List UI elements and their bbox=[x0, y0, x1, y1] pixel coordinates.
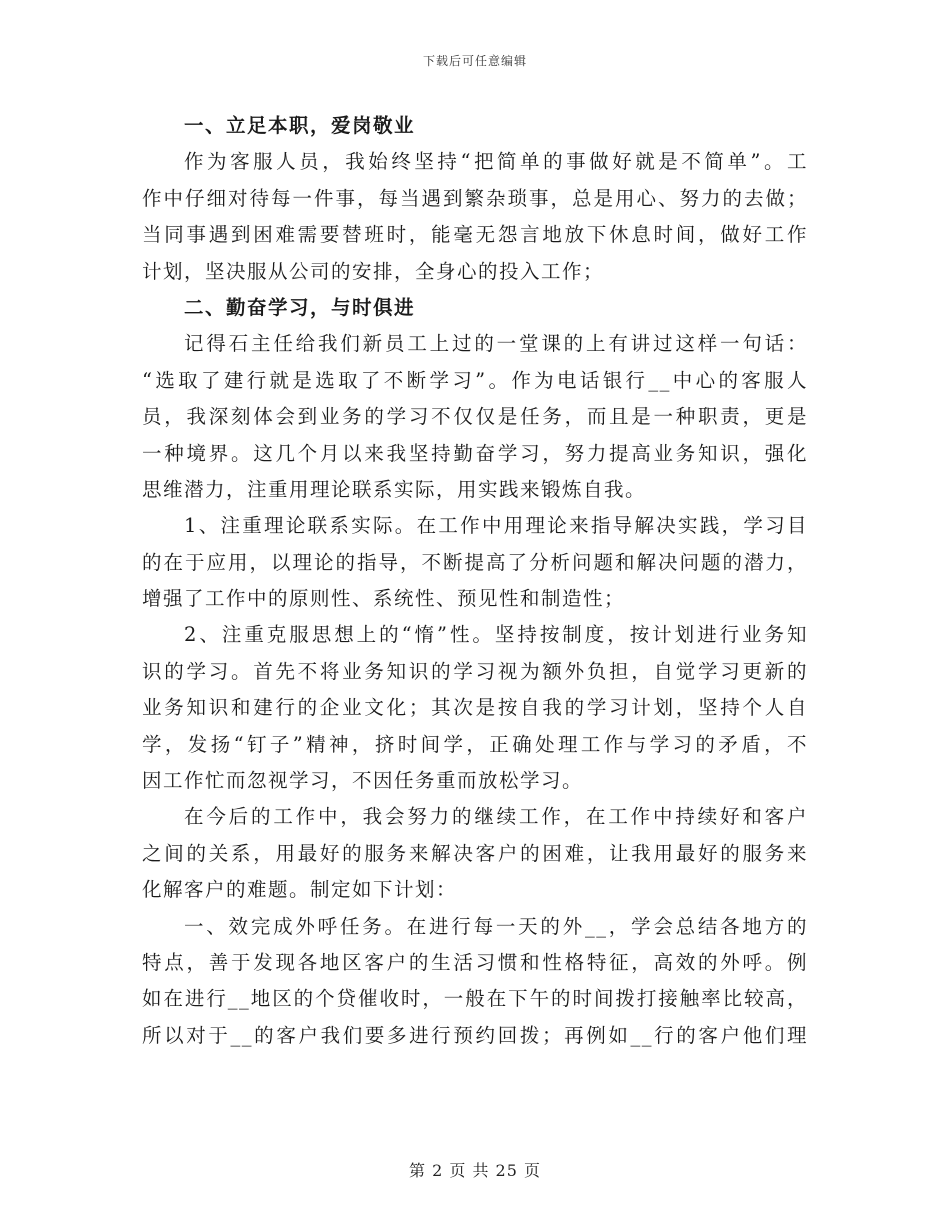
page-number: 第 2 页 共 25 页 bbox=[409, 1161, 541, 1180]
section-heading: 一、立足本职，爱岗敬业 bbox=[184, 114, 416, 137]
paragraph-line: 当同事遇到困难需要替班时，能毫无怨言地放下休息时间，做好工作 bbox=[142, 223, 808, 247]
paragraph-line: 作为客服人员，我始终坚持“把简单的事做好就是不简单”。工 bbox=[184, 150, 808, 174]
paragraph-line: 的在于应用，以理论的指导，不断提高了分析问题和解决问题的潜力， bbox=[142, 550, 808, 574]
paragraph-line: 之间的关系，用最好的服务来解决客户的困难，让我用最好的服务来 bbox=[142, 841, 808, 865]
page-header: 下载后可任意编辑 bbox=[422, 54, 527, 68]
paragraph-line: 思维潜力，注重用理论联系实际，用实践来锻炼自我。 bbox=[142, 477, 647, 501]
paragraph-line: 学，发扬“钉子”精神，挤时间学，正确处理工作与学习的矛盾，不 bbox=[142, 732, 808, 756]
document-body bbox=[142, 108, 808, 1054]
paragraph-line: 识的学习。首先不将业务知识的学习视为额外负担，自觉学习更新的 bbox=[142, 659, 808, 683]
paragraph-line: 业务知识和建行的企业文化；其次是按自我的学习计划，坚持个人自 bbox=[142, 696, 808, 720]
paragraph-line: 如在进行__地区的个贷催收时，一般在下午的时间拨打接触率比较高， bbox=[142, 987, 808, 1011]
paragraph-line: 作中仔细对待每一件事，每当遇到繁杂琐事，总是用心、努力的去做； bbox=[142, 186, 808, 210]
paragraph-line: 一、效完成外呼任务。在进行每一天的外__，学会总结各地方的 bbox=[184, 914, 808, 938]
paragraph-line: 化解客户的难题。制定如下计划： bbox=[142, 878, 458, 902]
paragraph-line: 一种境界。这几个月以来我坚持勤奋学习，努力提高业务知识，强化 bbox=[142, 441, 808, 465]
paragraph-line: 1、注重理论联系实际。在工作中用理论来指导解决实践，学习目 bbox=[184, 514, 808, 538]
paragraph-line: 因工作忙而忽视学习，不因任务重而放松学习。 bbox=[142, 769, 584, 793]
paragraph-line: 员，我深刻体会到业务的学习不仅仅是任务，而且是一种职责，更是 bbox=[142, 405, 808, 429]
paragraph-line: 特点，善于发现各地区客户的生活习惯和性格特征，高效的外呼。例 bbox=[142, 950, 808, 974]
section-heading: 二、勤奋学习，与时俱进 bbox=[184, 295, 416, 319]
paragraph-line: “选取了建行就是选取了不断学习”。作为电话银行__中心的客服人 bbox=[142, 368, 808, 392]
paragraph-line: 2、注重克服思想上的“惰”性。坚持按制度，按计划进行业务知 bbox=[184, 623, 808, 647]
paragraph-line: 记得石主任给我们新员工上过的一堂课的上有讲过这样一句话： bbox=[184, 332, 808, 356]
paragraph-line: 在今后的工作中，我会努力的继续工作，在工作中持续好和客户 bbox=[184, 805, 808, 829]
paragraph-line: 所以对于__的客户我们要多进行预约回拨；再例如__行的客户他们理 bbox=[142, 1023, 808, 1047]
paragraph-line: 计划，坚决服从公司的安排，全身心的投入工作； bbox=[142, 259, 605, 283]
paragraph-line: 增强了工作中的原则性、系统性、预见性和制造性； bbox=[142, 587, 626, 611]
